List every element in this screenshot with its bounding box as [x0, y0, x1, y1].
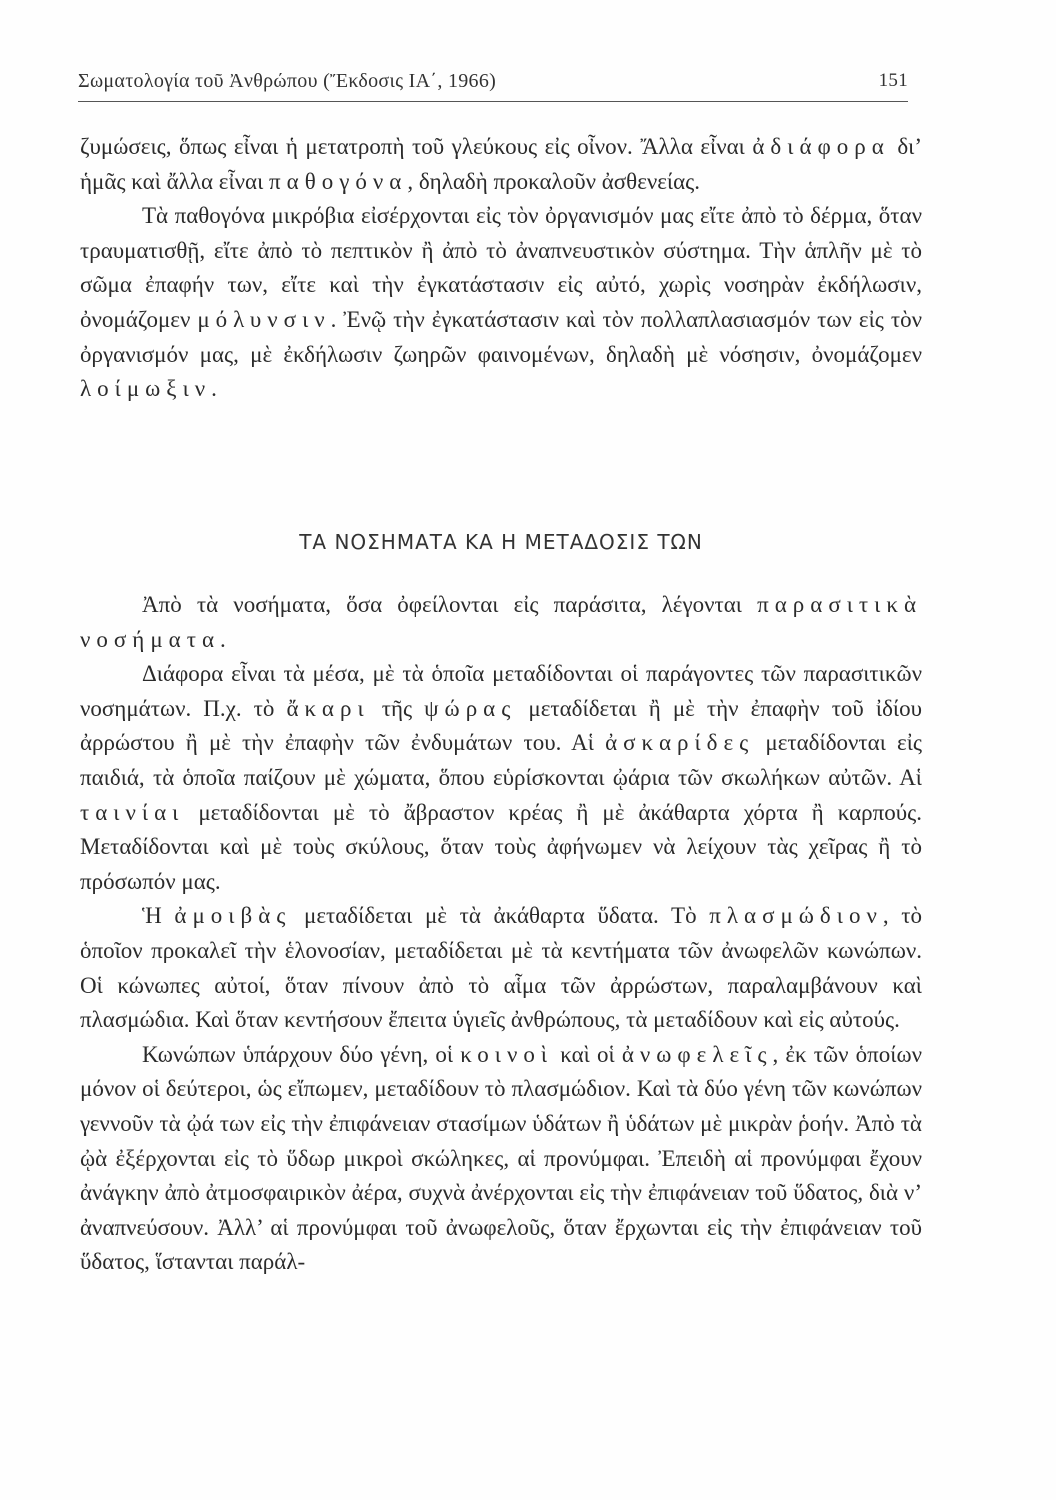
- spaced-term: κοινοὶ: [460, 1041, 554, 1067]
- header-rule: [78, 101, 908, 102]
- paragraph-amoeba: [80, 899, 922, 1037]
- text-run: καὶ οἱ: [553, 1041, 622, 1067]
- spaced-term: ψώρας: [424, 695, 517, 721]
- spaced-term: παρασιτικὰ νοσήματα: [80, 592, 922, 652]
- spaced-term: πλασμώδιον: [709, 903, 883, 929]
- spaced-term: ἀμοιβὰς: [174, 903, 292, 929]
- text-run: , δηλαδὴ προκαλοῦν ἀσθενείας.: [407, 168, 701, 194]
- paragraph-transmission: [80, 657, 922, 899]
- spaced-term: λοίμωξιν: [80, 376, 212, 402]
- text-run: , ἐκ τῶν ὁποίων μόνον οἱ δεύτεροι, ὡς εἴπωμεν, μεταδίδουν τὸ πλασμώδιον. Καὶ τὰ δύο γένη τῶν κωνώπων γεννοῦν τὰ ᾠά των εἰς τὴν ἐπιφάνειαν στασίμων ὑδάτων ἢ ὑδάτων μὲ μικρὰν ῥοήν. Ἀπὸ τὰ ᾠὰ ἐξέρχονται εἰς τὸ ὕδωρ μικροὶ σκώληκες, αἱ προνύμφαι. Ἐπειδὴ αἱ προνύμφαι ἔχουν ἀνάγκην ἀπὸ ἀτμοσφαιρικὸν ἀέρα, συχνὰ ἀνέρχονται εἰς τὴν ἐπιφάνειαν τοῦ ὕδατος, διὰ ν’ ἀναπνεύσουν. Ἀλλ’ αἱ προνύμφαι τοῦ ἀνωφελοῦς, ὅταν ἔρχωνται εἰς τὴν ἐπιφάνειαν τοῦ ὕδατος, ἵστανται παράλ-: [80, 1041, 922, 1275]
- text-run: . Ἐνῷ τὴν ἐγκατάστασιν καὶ τὸν πολλαπλασιασμόν των εἰς τὸν ὀργανισμόν μας, μὲ ἐκδήλωσιν ζωηρῶν φαινομένων, δηλαδὴ μὲ νόσησιν, ὀνομάζομεν: [80, 306, 922, 367]
- paragraph-pathogens: [80, 199, 922, 407]
- running-header: [78, 66, 908, 102]
- spaced-term: ἀσκαρίδες: [605, 730, 755, 756]
- text-run: δι’ ἡμᾶς καὶ ἄλλα εἶναι: [80, 134, 923, 194]
- text-run: Τὰ παθογόνα μικρόβια εἰσέρχονται εἰς τὸν ὀργανισμόν μας εἴτε ἀπὸ τὸ δέρμα, ὅταν τραυματισθῇ, εἴτε ἀπὸ τὸ πεπτικὸν ἢ ἀπὸ τὸ ἀναπνευστικὸν σύστημα. Τὴν ἁπλῆν μὲ τὸ σῶμα ἐπαφήν των, εἴτε καὶ τὴν ἐγκατάστασιν εἰς αὐτό, χωρὶς νοσηρὰν ἐκδήλωσιν, ὀνομάζομεν: [80, 203, 922, 332]
- section-heading: ΤΑ ΝΟΣΗΜΑΤΑ ΚΑ Η ΜΕΤΑΔΟΣΙΣ ΤΩΝ: [299, 530, 703, 554]
- text-run: μεταδίδονται εἰς παιδιά, τὰ ὁποῖα παίζουν μὲ χώματα, ὅπου εὑρίσκονται ᾠάρια τῶν σκωλήκων αὐτῶν. Αἱ: [80, 730, 922, 790]
- text-run: .: [211, 376, 217, 402]
- text-run: , τὸ ὁποῖον προκαλεῖ τὴν ἑλονοσίαν, μεταδίδεται μὲ τὰ κεντήματα τῶν ἀνωφελῶν κωνώπων. Οἱ κώνωπες αὐτοί, ὅταν πίνουν ἀπὸ τὸ αἷμα τῶν ἀρρώστων, παραλαμβάνουν καὶ πλασμώδια. Καὶ ὅταν κεντήσουν ἔπειτα ὑγιεῖς ἀνθρώπους, τὰ μεταδίδουν καὶ εἰς αὐτούς.: [80, 903, 922, 1033]
- running-title: Σωματολογία τοῦ Ἀνθρώπου (Ἔκδοσις ΙΑ΄, 1966): [78, 70, 497, 92]
- spaced-term: ἀνωφελεῖς: [621, 1041, 773, 1067]
- text-block-diseases: [80, 588, 922, 1280]
- text-run: Ἀπὸ τὰ νοσήματα, ὅσα ὀφείλονται εἰς παράσιτα, λέγονται: [142, 592, 758, 617]
- text-run: Διάφορα εἶναι τὰ μέσα, μὲ τὰ ὁποῖα μεταδίδονται οἱ παράγοντες τῶν παρασιτικῶν νοσημάτων. Π.χ. τὸ: [80, 661, 922, 721]
- text-run: τῆς: [369, 695, 425, 721]
- text-run: μεταδίδονται μὲ τὸ ἄβραστον κρέας ἢ μὲ ἀκάθαρτα χόρτα ἢ καρπούς. Μεταδίδονται καὶ μὲ τοὺς σκύλους, ὅταν τοὺς ἀφήνωμεν νὰ λείχουν τὰς χεῖρας ἢ τὸ πρόσωπόν μας.: [80, 799, 922, 894]
- spaced-term: ἄκαρι: [286, 695, 370, 721]
- text-run: ζυμώσεις, ὅπως εἶναι ἡ μετατροπὴ τοῦ γλεύκους εἰς οἶνον. Ἄλλα εἶναι: [80, 134, 753, 159]
- text-block-intro: [80, 130, 922, 407]
- spaced-term: παθογόνα: [269, 168, 408, 194]
- paragraph-fermentation: [80, 130, 922, 199]
- spaced-term: ταινίαι: [80, 799, 185, 825]
- spaced-term: μόλυνσιν: [197, 306, 331, 332]
- text-run: Κωνώπων ὑπάρχουν δύο γένη, οἱ: [142, 1041, 461, 1067]
- text-run: μεταδίδεται μὲ τὰ ἀκάθαρτα ὕδατα. Τὸ: [291, 903, 710, 929]
- text-run: .: [220, 626, 226, 652]
- page-number: 151: [878, 70, 908, 91]
- paragraph-parasitic: [80, 588, 922, 657]
- text-run: μεταδίδεται ἢ μὲ τὴν ἐπαφὴν τοῦ ἰδίου ἀρρώστου ἢ μὲ τὴν ἐπαφὴν τῶν ἐνδυμάτων του. Αἱ: [80, 695, 922, 756]
- paragraph-mosquitoes: [80, 1038, 922, 1280]
- text-run: Ἡ: [142, 903, 175, 929]
- spaced-term: ἀδιάφορα: [752, 134, 890, 159]
